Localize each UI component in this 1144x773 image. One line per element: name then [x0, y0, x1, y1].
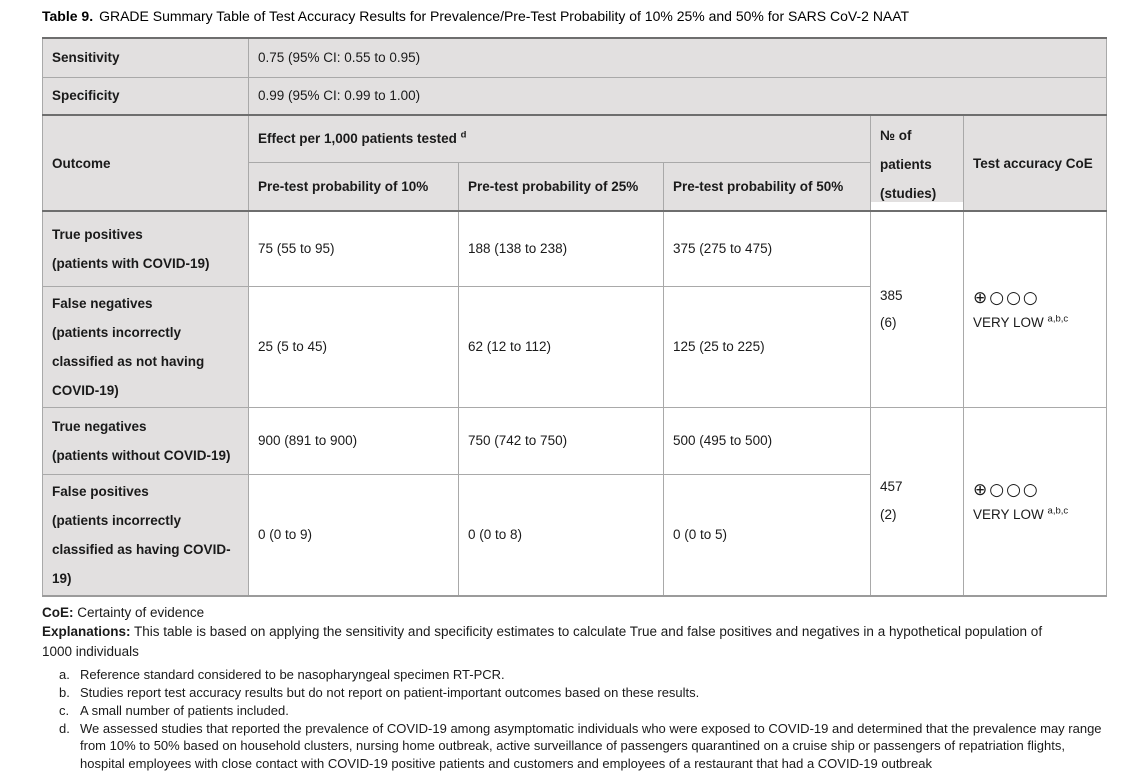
true-positives-25-cell: 188 (138 to 238): [459, 211, 664, 286]
patients-header-line2: (studies): [880, 186, 937, 202]
footnote-c: [42, 702, 1102, 720]
false-positives-label-cell: [43, 474, 249, 596]
true-positives-label-cell: [43, 211, 249, 286]
true-positives-10-cell: 75 (55 to 95): [249, 211, 459, 286]
explanations-label: Explanations:: [42, 624, 131, 640]
sensitivity-value-cell: 0.75 (95% CI: 0.55 to 0.95): [249, 38, 1107, 77]
patients-group2-cell: [871, 407, 964, 596]
footnote-text: Studies report test accuracy results but do not report on patient-important outcomes based on these results.: [80, 684, 700, 700]
true-negatives-row: [43, 407, 1107, 474]
false-positives-10-cell: 0 (0 to 9): [249, 474, 459, 596]
grade-circles-icon: ⊕○○○: [973, 480, 1040, 501]
table-title-text: GRADE Summary Table of Test Accuracy Results for Prevalence/Pre-Test Probability of 10% 25% and 50% for SARS CoV-2 NAAT: [99, 8, 910, 24]
effect-header-label: Effect per 1,000 patients tested: [258, 131, 457, 147]
effect-header-cell: [249, 115, 871, 162]
patients-header-cell: [871, 115, 964, 211]
outcome-name: False negatives: [52, 295, 153, 311]
true-negatives-50-cell: 500 (495 to 500): [664, 407, 871, 474]
outcome-desc: (patients incorrectly classified as not having COVID-19): [52, 324, 205, 398]
false-negatives-10-cell: 25 (5 to 45): [249, 286, 459, 407]
footnote-text: We assessed studies that reported the prevalence of COVID-19 among asymptomatic individuals who were exposed to COVID-19 and determined that the prevalence may range from 10% to 50% based on household clusters, nursing home outbreak, active surveillance of passengers quarantined on a cruise ship or passengers of repatriation flights, hospital employees with close contact with COVID-19 positive patients and customers and employees of a restaurant that had a COVID-19 outbreak: [80, 720, 1102, 772]
false-negatives-25-cell: 62 (12 to 112): [459, 286, 664, 407]
footnote-a: [42, 666, 1102, 684]
outcome-desc: (patients with COVID-19): [52, 255, 210, 271]
true-positives-row: [43, 211, 1107, 286]
effect-footnote-marker: d: [460, 129, 467, 141]
coe-footnote-markers: a,b,c: [1047, 313, 1069, 325]
specificity-value-cell: 0.99 (95% CI: 0.99 to 1.00): [249, 77, 1107, 115]
outcome-desc: (patients without COVID-19): [52, 447, 231, 463]
patients-count: 457: [880, 479, 903, 495]
grade-summary-table: [42, 37, 1107, 597]
coe-group2-cell: [964, 407, 1107, 596]
sensitivity-label-cell: Sensitivity: [43, 38, 249, 77]
false-positives-25-cell: 0 (0 to 8): [459, 474, 664, 596]
table-footer: [42, 603, 1106, 773]
pretest-25-header-cell: Pre-test probability of 25%: [459, 162, 664, 211]
coe-abbrev-label: CoE:: [42, 604, 74, 620]
patients-count: 385: [880, 287, 903, 303]
true-positives-50-cell: 375 (275 to 475): [664, 211, 871, 286]
coe-header-cell: Test accuracy CoE: [964, 115, 1107, 211]
table-caption: [42, 8, 1106, 24]
table-number: Table 9.: [42, 8, 94, 24]
patients-header-line1: № of patients: [880, 128, 932, 173]
footnote-marker: c.: [59, 702, 70, 718]
footnote-list: [42, 666, 1102, 773]
studies-count: (2): [880, 507, 897, 523]
pretest-50-header-cell: Pre-test probability of 50%: [664, 162, 871, 211]
grade-circles-icon: ⊕○○○: [973, 288, 1040, 309]
outcome-name: False positives: [52, 483, 149, 499]
explanations-text: This table is based on applying the sensitivity and specificity estimates to calculate True and false positives and negatives in a hypothetical population of 1000 individuals: [42, 624, 1043, 660]
footnote-text: A small number of patients included.: [80, 702, 289, 718]
true-negatives-25-cell: 750 (742 to 750): [459, 407, 664, 474]
true-negatives-10-cell: 900 (891 to 900): [249, 407, 459, 474]
outcome-name: True positives: [52, 226, 143, 242]
coe-rating: [973, 504, 1097, 526]
false-negatives-label-cell: [43, 286, 249, 407]
studies-count: (6): [880, 315, 897, 331]
coe-abbrev-text: Certainty of evidence: [77, 604, 205, 620]
coe-rating: [973, 312, 1097, 334]
true-negatives-label-cell: [43, 407, 249, 474]
header-row-1: [43, 115, 1107, 162]
specificity-row: [43, 77, 1107, 115]
footnote-text: Reference standard considered to be nasopharyngeal specimen RT-PCR.: [80, 666, 505, 682]
outcome-header-cell: Outcome: [43, 115, 249, 211]
coe-group1-cell: [964, 211, 1107, 407]
explanations-note: [42, 622, 1064, 663]
footnote-d: [42, 720, 1102, 773]
outcome-desc: (patients incorrectly classified as having COVID-19): [52, 512, 231, 586]
footnote-b: [42, 684, 1102, 702]
false-negatives-50-cell: 125 (25 to 225): [664, 286, 871, 407]
coe-footnote-markers: a,b,c: [1047, 505, 1069, 517]
patients-group1-cell: [871, 211, 964, 407]
sensitivity-row: [43, 38, 1107, 77]
footnote-marker: d.: [59, 720, 70, 736]
outcome-name: True negatives: [52, 418, 147, 434]
specificity-label-cell: Specificity: [43, 77, 249, 115]
coe-abbreviation-note: [42, 603, 1106, 623]
footnote-marker: b.: [59, 684, 70, 700]
coe-rating-text: VERY LOW: [973, 506, 1044, 522]
footnote-marker: a.: [59, 666, 70, 682]
false-positives-50-cell: 0 (0 to 5): [664, 474, 871, 596]
pretest-10-header-cell: Pre-test probability of 10%: [249, 162, 459, 211]
coe-rating-text: VERY LOW: [973, 314, 1044, 330]
